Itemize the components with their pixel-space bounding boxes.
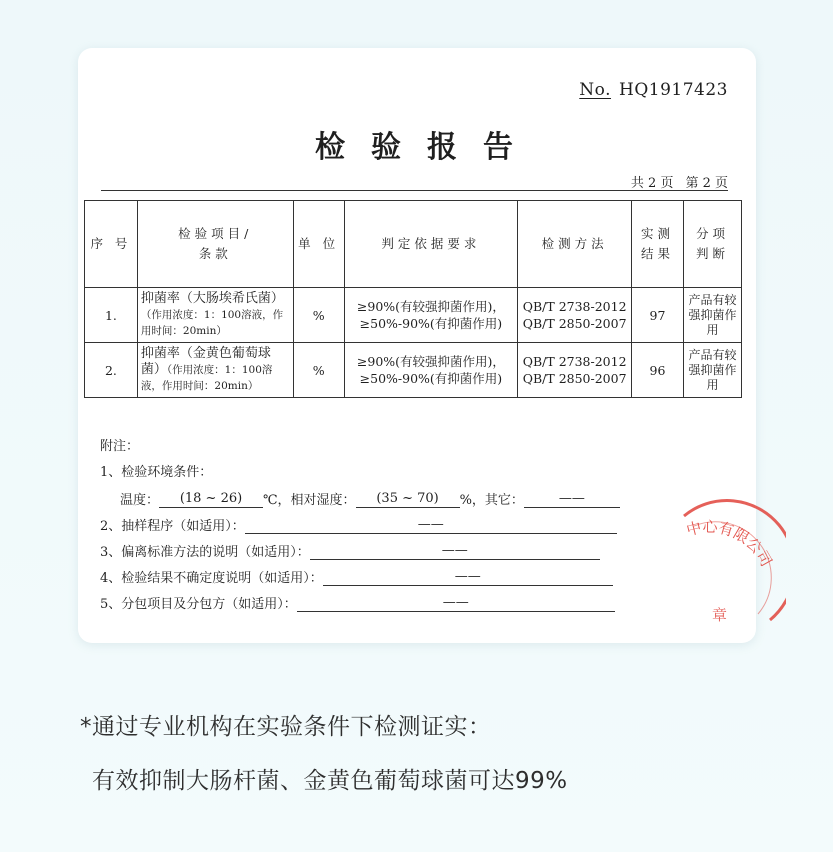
row-index: 1.	[85, 288, 138, 343]
deviation-label: 3、偏离标准方法的说明（如适用）：	[100, 545, 310, 560]
row-method-line-1: QB/T 2738-2012	[522, 299, 627, 314]
row-item-name: 抑菌率（金黄色葡萄球菌）	[140, 346, 271, 377]
report-card	[78, 48, 776, 643]
row-judgement: 产品有较强抑菌作用	[683, 288, 741, 343]
caption-line-1: *通过专业机构在实验条件下检测证实：	[80, 714, 492, 740]
report-number-label: No.	[579, 80, 612, 100]
row-criteria-line-1: ≥90%(有较强抑菌作用)，	[356, 354, 505, 369]
uncertainty-line	[100, 567, 613, 586]
uncertainty-value: ——	[323, 569, 613, 586]
humidity-unit: %，其它：	[459, 493, 524, 508]
report-number-value: HQ1917423	[619, 80, 728, 100]
uncertainty-label: 4、检验结果不确定度说明（如适用）：	[100, 571, 323, 586]
col-header-judgement	[683, 201, 741, 288]
row-item-note: （作用浓度：1：100溶液，作用时间：20min）	[140, 364, 273, 392]
humidity-value: (35 ~ 70)	[356, 491, 460, 508]
subcontract-value: ——	[297, 595, 615, 612]
col-header-criteria: 判定依据要求	[344, 201, 518, 288]
row-judgement: 产品有较强抑菌作用	[683, 343, 741, 398]
row-item	[137, 343, 293, 398]
stamp-sub-text: 章	[712, 606, 728, 624]
row-method-line-1: QB/T 2738-2012	[522, 354, 627, 369]
row-method-line-2: QB/T 2850-2007	[522, 371, 627, 386]
row-method	[518, 288, 632, 343]
col-header-item-text: 检验项目/条款	[178, 226, 253, 261]
table-row	[85, 288, 742, 343]
col-header-judgement-text: 分项判断	[695, 226, 729, 261]
total-pages: 共 2 页	[630, 176, 674, 191]
row-criteria	[344, 288, 518, 343]
svg-text:中心有限公司	[684, 518, 775, 570]
results-table	[84, 200, 742, 398]
row-criteria-line-1: ≥90%(有较强抑菌作用)，	[356, 299, 505, 314]
temp-label: 温度：	[120, 493, 160, 508]
row-result: 96	[632, 343, 684, 398]
subcontract-line	[100, 593, 615, 612]
row-item	[137, 288, 293, 343]
sampling-line	[100, 515, 617, 534]
row-unit: %	[293, 288, 344, 343]
env-heading: 1、检验环境条件：	[100, 465, 213, 480]
col-header-result-text: 实测结果	[640, 226, 674, 261]
official-stamp	[674, 496, 786, 626]
report-title: 检验报告	[315, 130, 539, 165]
header-divider	[101, 190, 728, 191]
sampling-label: 2、抽样程序（如适用）：	[100, 519, 245, 534]
subcontract-label: 5、分包项目及分包方（如适用）：	[100, 597, 297, 612]
col-header-item	[137, 201, 293, 288]
deviation-value: ——	[310, 543, 600, 560]
col-header-index: 序 号	[85, 201, 138, 288]
page-count	[619, 172, 728, 191]
row-result: 97	[632, 288, 684, 343]
current-page: 第 2 页	[685, 176, 728, 191]
row-item-name: 抑菌率（大肠埃希氏菌）	[140, 291, 284, 306]
row-method-line-2: QB/T 2850-2007	[522, 316, 627, 331]
table-header-row	[85, 201, 742, 288]
col-header-unit: 单 位	[293, 201, 344, 288]
deviation-line	[100, 541, 600, 560]
stamp-text: 中心有限公司	[684, 517, 776, 570]
col-header-method: 检测方法	[518, 201, 632, 288]
other-value: ——	[524, 491, 620, 508]
env-values	[120, 489, 620, 508]
row-item-note: （作用浓度：1：100溶液，作用时间：20min）	[140, 309, 284, 337]
row-criteria-line-2: ≥50%-90%(有抑菌作用)	[359, 316, 503, 331]
temp-value: (18 ~ 26)	[159, 491, 263, 508]
report-number	[579, 80, 728, 100]
row-method	[518, 343, 632, 398]
row-criteria-line-2: ≥50%-90%(有抑菌作用)	[359, 371, 503, 386]
sampling-value: ——	[245, 517, 617, 534]
row-unit: %	[293, 343, 344, 398]
table-row	[85, 343, 742, 398]
caption-line-2: 有效抑制大肠杆菌、金黄色葡萄球菌可达99%	[92, 768, 568, 794]
row-criteria	[344, 343, 518, 398]
temp-unit: ℃，相对湿度：	[263, 493, 356, 508]
row-index: 2.	[85, 343, 138, 398]
col-header-result	[632, 201, 684, 288]
notes-heading: 附注：	[100, 439, 140, 454]
